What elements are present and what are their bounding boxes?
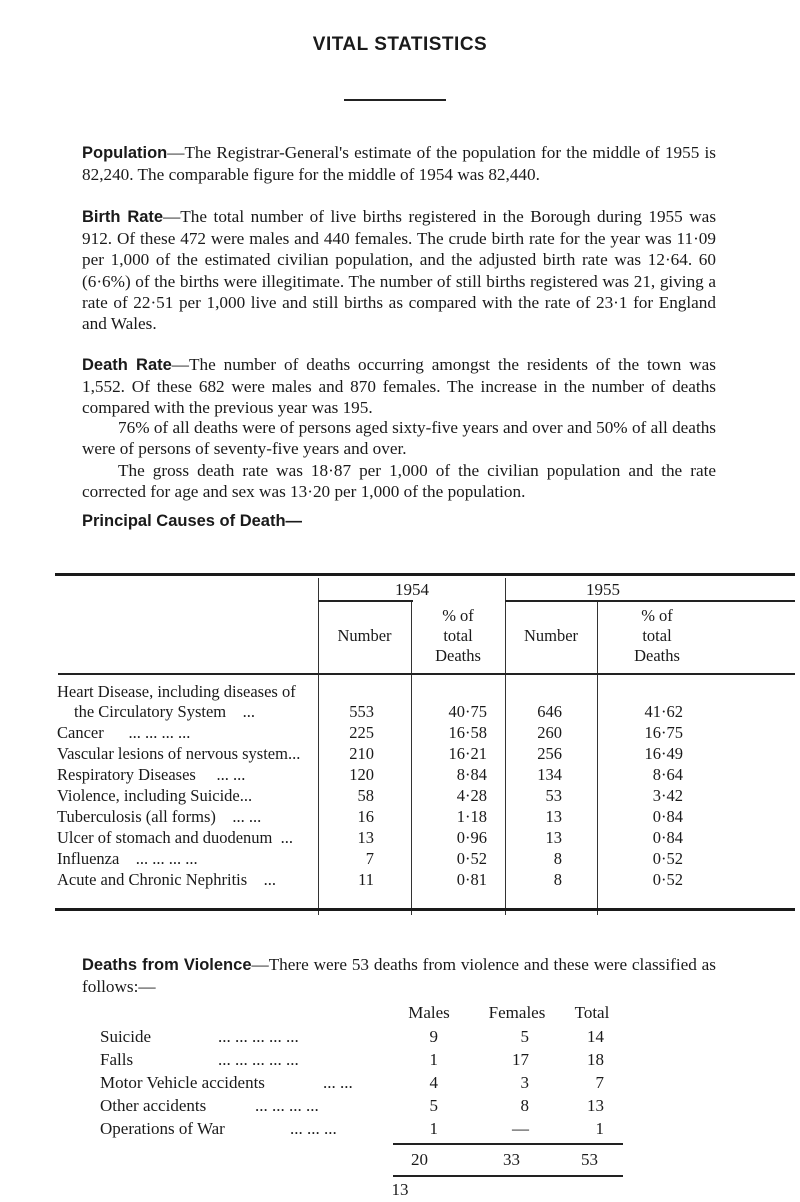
total-males: 20 xyxy=(411,1150,428,1169)
year-1954-header: 1954 xyxy=(395,580,429,599)
violence-heading: Deaths from Violence xyxy=(82,956,252,974)
table-row-cause: Acute and Chronic Nephritis ... xyxy=(57,870,277,889)
causes-heading: Principal Causes of Death— xyxy=(82,512,303,530)
title-divider xyxy=(344,99,446,101)
violence-text: —There were 53 deaths from violence and these were classified as follows:— xyxy=(82,955,716,997)
table-row-cause: Ulcer of stomach and duodenum ... xyxy=(57,828,293,847)
col-number-1954: Number xyxy=(337,626,392,645)
death-rate-paragraph xyxy=(82,354,716,419)
gross-death-rate-paragraph: The gross death rate was 18·87 per 1,000 of the civilian population and the rate corrected for age and sex was 13·20 per 1,000 of the population. xyxy=(82,461,716,502)
birth-rate-heading: Birth Rate xyxy=(82,208,164,226)
table-row-cause-line1: Heart Disease, including diseases of xyxy=(57,682,296,701)
birth-rate-paragraph xyxy=(82,206,716,334)
col-pct-1954: % of total Deaths xyxy=(435,606,481,665)
page-number: 13 xyxy=(391,1180,409,1199)
table-top-rule xyxy=(55,573,795,576)
document-page: VITAL STATISTICS Population—The Registrar-General's estimate of the population for the middle of 1955 is 82,240. The comparable figure for the middle of 1954 was 82,440. Birth Rate—The total number of live births registered in the Borough during 1955 was 912. Of these 472 were males and 440 females. The crude birth rate for the year was 11·09 per 1,000 of the estimated civilian population, and the adjusted birth rate was 12·64. 60 (6·6%) of the births were illegitimate. The number of still births registered was 21, giving a rate of 22·51 per 1,000 live and still births as compared with the rate of 23·1 for England and Wales. Death Rate—The number of deaths occurring amongst the residents of the town was 1,552. Of these 682 were males and 870 females. The increase in the number of deaths compared with the previous year was 195. 76% of all deaths were of persons aged sixty-five years and over and 50% of all deaths were of persons of seventy-five years and over. The gross death rate was 18·87 per 1,000 of the civilian population and the rate corrected for age and sex was 13·20 per 1,000 of the population. Principal Causes of Death— 1954 1955 Number % of total Deaths Number % of total Deaths Heart Disease, including diseases of the Circulatory System ... 553 40·75 646 41·62 Cancer ... ... ... ... 225 16·58 260 16·75 Vascular lesions of nervous system... 210 16·21 256 16·49 Respiratory Diseases ... ... 120 8·84 134 8·64 Violence, including Suicide... 58 4·28 53 3·42 Tuberculosis (all forms) ... ... 16 1·18 13 0·84 Ulcer of stomach and duodenum ... 13 0·96 13 0·84 Influenza ... ... ... ... 7 0·52 8 0·52 Acute and Chronic Nephritis ... 11 0·81 8 0·52 Deaths from Violence—There were 53 deaths from violence and these were classified as follows:— Males Females Total Suicide ... ... ... ... ... 9 5 14 Falls ... ... ... ... ... 1 17 18 Motor Vehicle accidents ... ... 4 3 7 Other accidents ... ... ... ... 5 8 13 Operations of War ... ... ... 1 — 1 20 33 53 13 xyxy=(0,0,800,1202)
list-item: Other accidents xyxy=(100,1096,207,1115)
list-item: Motor Vehicle accidents xyxy=(100,1073,265,1092)
col-pct-1955: % of total Deaths xyxy=(634,606,680,665)
table-row-cause: Tuberculosis (all forms) ... ... xyxy=(57,807,262,826)
list-item: Falls xyxy=(100,1050,134,1069)
list-item: Operations of War xyxy=(100,1119,225,1138)
col-females: Females xyxy=(488,1003,546,1022)
col-number-1955: Number xyxy=(523,626,579,645)
table-row-cause: Cancer ... ... ... ... xyxy=(57,723,191,742)
table-bottom-rule xyxy=(55,908,795,911)
population-heading: Population xyxy=(82,144,168,162)
birth-rate-text: —The total number of live births registered in the Borough during 1955 was 912. Of these 472 were males and 440 females. The crude birth rate for the year was 11·09 per 1,000 of the estimated civilian population, and the adjusted birth rate was 12·64. 60 (6·6%) of the births were illegitimate. The number of still births registered was 21, giving a rate of 22·51 per 1,000 live and still births as compared with the rate of 23·1 for England and Wales. xyxy=(82,207,717,334)
col-total: Total xyxy=(574,1003,610,1022)
list-item: Suicide xyxy=(100,1027,151,1046)
table-row-cause: Influenza ... ... ... ... xyxy=(57,849,198,868)
table-row-cause: the Circulatory System ... xyxy=(74,702,256,721)
death-rate-text: —The number of deaths occurring amongst the residents of the town was 1,552. Of these 682 were males and 870 females. The increase in the number of deaths compared with the previous year was 195. xyxy=(82,355,716,418)
table-row-cause: Respiratory Diseases ... ... xyxy=(57,765,246,784)
table-row-cause: Violence, including Suicide... xyxy=(57,786,273,805)
age-deaths-paragraph: 76% of all deaths were of persons aged sixty-five years and over and 50% of all deaths were of persons of seventy-five years and over. xyxy=(82,418,716,459)
violence-paragraph xyxy=(82,954,716,997)
death-rate-heading: Death Rate xyxy=(82,356,172,374)
page-title: VITAL STATISTICS xyxy=(312,34,488,55)
population-text: —The Registrar-General's estimate of the population for the middle of 1955 is 82,240. The comparable figure for the middle of 1954 was 82,440. xyxy=(82,143,716,185)
col-males: Males xyxy=(408,1003,450,1022)
population-paragraph xyxy=(82,142,716,185)
table-row-cause: Vascular lesions of nervous system... xyxy=(57,744,301,763)
total-females: 33 xyxy=(503,1150,520,1169)
year-1955-header: 1955 xyxy=(586,580,620,599)
total-all: 53 xyxy=(581,1150,598,1169)
